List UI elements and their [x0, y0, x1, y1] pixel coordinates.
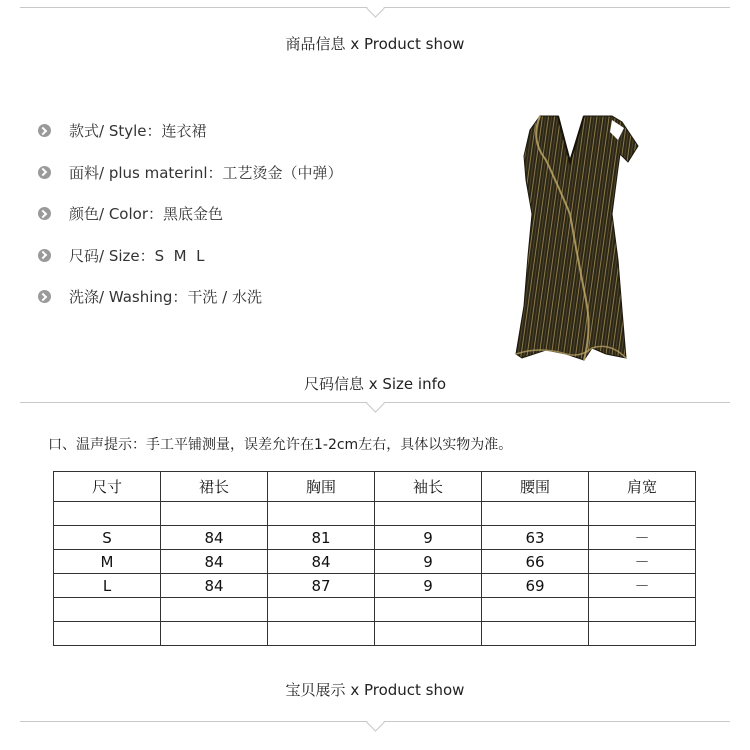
header-bust: 胸围: [268, 472, 375, 502]
divider-notch: [366, 713, 384, 731]
table-cell: [375, 622, 482, 646]
table-cell: [482, 622, 589, 646]
table-cell: [589, 598, 696, 622]
attribute-washing-text: 洗涤/ Washing：干洗 / 水洗: [69, 288, 262, 306]
table-cell: [268, 622, 375, 646]
table-cell: [589, 502, 696, 526]
table-cell: [161, 622, 268, 646]
header-sleeve: 袖长: [375, 472, 482, 502]
table-row: [54, 574, 696, 598]
attribute-style: [38, 118, 343, 160]
size-table: [53, 471, 696, 646]
table-row: [54, 598, 696, 622]
table-cell: 87: [268, 574, 375, 598]
attribute-list: [38, 118, 343, 326]
table-cell: 66: [482, 550, 589, 574]
table-header-row: [54, 472, 696, 502]
product-image: [500, 110, 640, 366]
check-circle-icon: [38, 166, 51, 179]
check-circle-icon: [38, 249, 51, 262]
header-length: 裙长: [161, 472, 268, 502]
attribute-size-text: 尺码/ Size：S M L: [69, 246, 205, 265]
table-row: [54, 526, 696, 550]
table-cell: －: [589, 550, 696, 574]
table-cell: L: [54, 574, 161, 598]
divider-notch: [366, 0, 384, 18]
table-cell: [268, 598, 375, 622]
table-cell: [375, 502, 482, 526]
table-cell: [54, 598, 161, 622]
check-circle-icon: [38, 290, 51, 303]
table-cell: [375, 598, 482, 622]
gallery-title: 宝贝展示 x Product show: [285, 681, 465, 699]
table-cell: [161, 502, 268, 526]
table-cell: [54, 502, 161, 526]
table-cell: 84: [161, 526, 268, 550]
table-cell: [54, 622, 161, 646]
gallery-divider: [20, 721, 730, 722]
table-cell: 84: [161, 550, 268, 574]
table-cell: [482, 502, 589, 526]
attribute-color: [38, 201, 343, 243]
table-cell: －: [589, 526, 696, 550]
table-row: [54, 550, 696, 574]
header-waist: 腰围: [482, 472, 589, 502]
dress-illustration: [500, 110, 640, 366]
table-cell: M: [54, 550, 161, 574]
attribute-style-text: 款式/ Style：连衣裙: [69, 122, 207, 140]
attribute-material-text: 面料/ plus materinl：工艺烫金（中弹）: [69, 163, 343, 182]
table-cell: [268, 502, 375, 526]
table-cell: [482, 598, 589, 622]
table-cell: 63: [482, 526, 589, 550]
table-cell: [161, 598, 268, 622]
table-cell: S: [54, 526, 161, 550]
header-size: 尺寸: [54, 472, 161, 502]
table-cell: 84: [161, 574, 268, 598]
check-circle-icon: [38, 207, 51, 220]
table-cell: 9: [375, 574, 482, 598]
measurement-notice: 口、温声提示：手工平铺测量，误差允许在1-2cm左右，具体以实物为准。: [48, 437, 513, 453]
divider-notch: [366, 394, 384, 412]
top-divider: [20, 7, 730, 8]
attribute-size: [38, 243, 343, 285]
size-info-title: 尺码信息 x Size info: [303, 375, 447, 393]
header-shoulder: 肩宽: [589, 472, 696, 502]
table-cell: 9: [375, 550, 482, 574]
table-row: [54, 502, 696, 526]
attribute-color-text: 颜色/ Color：黑底金色: [69, 205, 223, 223]
size-info-divider: [20, 402, 730, 403]
attribute-washing: [38, 284, 343, 326]
product-info-title: 商品信息 x Product show: [285, 35, 465, 53]
table-cell: 69: [482, 574, 589, 598]
table-row: [54, 622, 696, 646]
table-cell: 9: [375, 526, 482, 550]
table-cell: 81: [268, 526, 375, 550]
table-cell: 84: [268, 550, 375, 574]
check-circle-icon: [38, 124, 51, 137]
table-cell: －: [589, 574, 696, 598]
attribute-material: [38, 160, 343, 202]
table-cell: [589, 622, 696, 646]
